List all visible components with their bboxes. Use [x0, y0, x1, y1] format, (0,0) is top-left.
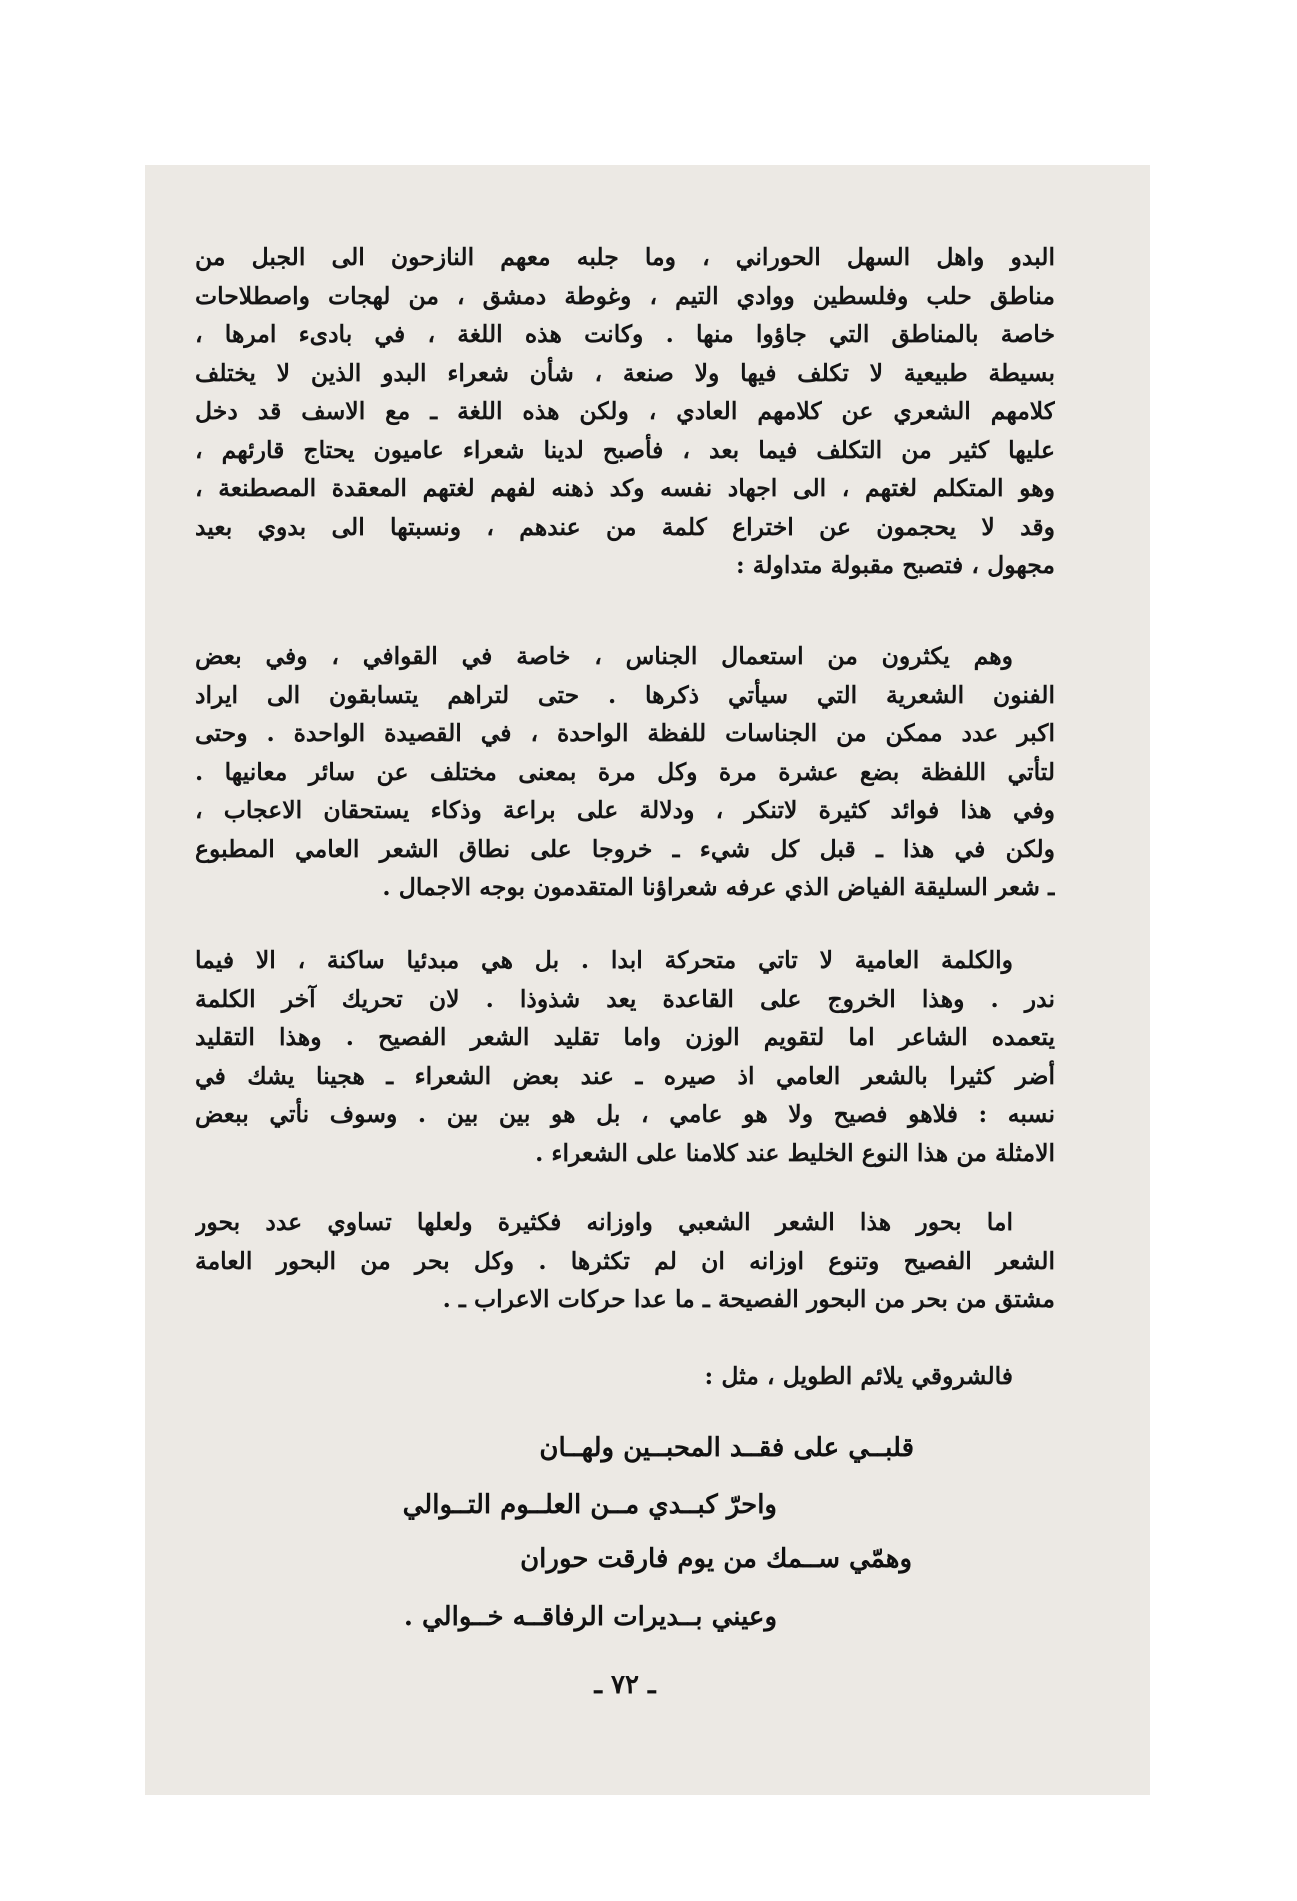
text-line: خاصة بالمناطق التي جاؤوا منها . وكانت هذه اللغة ، في بادىء امرها ، — [195, 320, 1055, 348]
text-line: عليها كثير من التكلف فيما بعد ، فأصبح لدينا شعراء عاميون يحتاج قارئهم ، — [195, 435, 1055, 464]
text-line: ـ شعر السليقة الفياض الذي عرفه شعراؤنا المتقدمون بوجه الاجمال . — [382, 873, 1055, 901]
text-line: مشتق من بحر من البحور الفصيحة ـ ما عدا حركات الاعراب ـ . — [442, 1285, 1055, 1313]
text-line: أضر كثيرا بالشعر العامي اذ صيره ـ عند بعض الشعراء ـ هجينا يشك في — [195, 1061, 1055, 1090]
text-line: وهو المتكلم لغتهم ، الى اجهاد نفسه وكد ذهنه لفهم لغتهم المعقدة المصطنعة ، — [195, 474, 1055, 502]
text-line: الفنون الشعرية التي سيأتي ذكرها . حتى لتراهم يتسابقون الى ايراد — [195, 680, 1055, 709]
text-line: وهم يكثرون من استعمال الجناس ، خاصة في القوافي ، وفي بعض — [195, 642, 1013, 670]
paragraph-1 — [195, 238, 1055, 585]
verse-line-3: وهمّي ســمك من يوم فارقت حوران — [520, 1544, 912, 1574]
text-line: لتأتي اللفظة بضع عشرة مرة وكل مرة بمعنى مختلف عن سائر معانيها . — [195, 757, 1055, 786]
text-line: والكلمة العامية لا تاتي متحركة ابدا . بل هي مبدئيا ساكنة ، الا فيما — [195, 946, 1013, 974]
text-line: اكبر عدد ممكن من الجناسات للفظة الواحدة ، في القصيدة الواحدة . وحتى — [195, 719, 1055, 747]
text-line: وقد لا يحجمون عن اختراع كلمة من عندهم ، ونسبتها الى بدوي بعيد — [195, 512, 1055, 541]
text-line: مناطق حلب وفلسطين ووادي التيم ، وغوطة دمشق ، من لهجات واصطلاحات — [195, 281, 1055, 310]
page-number: ـ ٧٢ ـ — [594, 1670, 656, 1700]
text-line: يتعمده الشاعر اما لتقويم الوزن واما تقليد الشعر الفصيح . وهذا التقليد — [195, 1023, 1055, 1051]
text-line: فالشروقي يلائم الطويل ، مثل : — [704, 1362, 1013, 1390]
text-line: بسيطة طبيعية لا تكلف فيها ولا صنعة ، شأن شعراء البدو الذين لا يختلف — [195, 358, 1055, 387]
verse-intro — [195, 1357, 1055, 1396]
verse-line-4: وعيني بــديرات الرفاقــه خــوالي . — [403, 1602, 777, 1632]
text-line: الامثلة من هذا النوع الخليط عند كلامنا على الشعراء . — [535, 1138, 1055, 1167]
paragraph-2 — [195, 637, 1055, 907]
verse-line-2: واحرّ كبــدي مــن العلــوم التــوالي — [402, 1490, 777, 1520]
text-line: البدو واهل السهل الحوراني ، وما جلبه معهم النازحون الى الجبل من — [195, 243, 1055, 271]
text-line: مجهول ، فتصبح مقبولة متداولة : — [735, 551, 1055, 579]
verse-line-1: قلبــي على فقــد المحبــين ولهــان — [539, 1433, 914, 1463]
text-line: كلامهم الشعري عن كلامهم العادي ، ولكن هذه اللغة ـ مع الاسف قد دخل — [195, 397, 1055, 425]
text-line: ندر . وهذا الخروج على القاعدة يعد شذوذا . لان تحريك آخر الكلمة — [195, 984, 1055, 1013]
text-line: الشعر الفصيح وتنوع اوزانه ان لم تكثرها . وكل بحر من البحور العامة — [195, 1246, 1055, 1275]
text-line: اما بحور هذا الشعر الشعبي واوزانه فكثيرة ولعلها تساوي عدد بحور — [195, 1208, 1013, 1236]
paragraph-4 — [195, 1203, 1055, 1319]
paragraph-3 — [195, 941, 1055, 1172]
text-line: وفي هذا فوائد كثيرة لاتنكر ، ودلالة على براعة وذكاء يستحقان الاعجاب ، — [195, 796, 1055, 824]
text-line: ولكن في هذا ـ قبل كل شيء ـ خروجا على نطاق الشعر العامي المطبوع — [195, 834, 1055, 863]
text-line: نسبه : فلاهو فصيح ولا هو عامي ، بل هو بين بين . وسوف نأتي ببعض — [195, 1100, 1055, 1128]
